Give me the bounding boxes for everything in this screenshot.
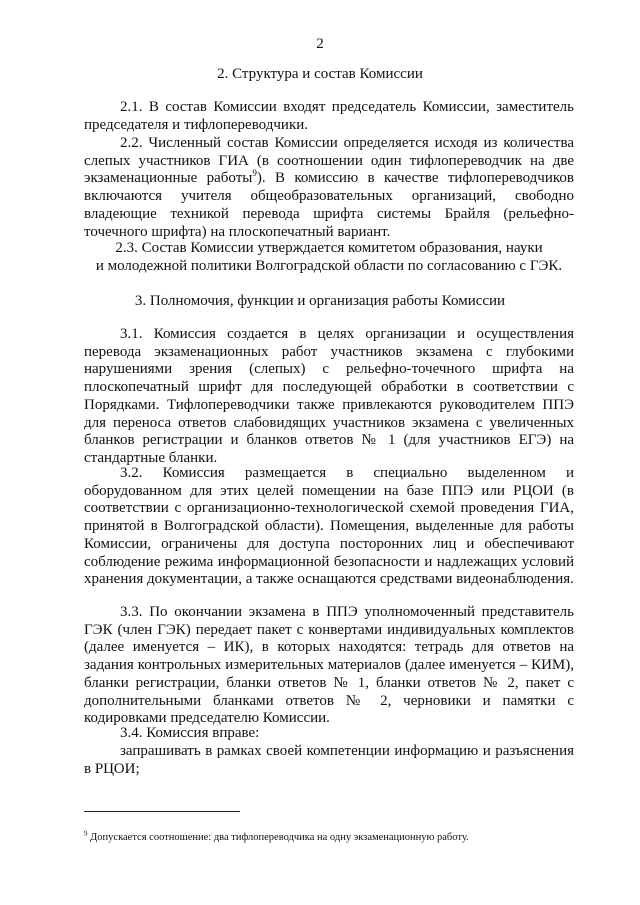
paragraph-2-2	[84, 135, 574, 241]
footnote	[84, 829, 574, 843]
page-number: 2	[316, 36, 324, 52]
paragraph-2-2-text-after: ). В комиссию в качестве тифлопереводчиков включаются учителя общеобразовательных организаций, свободно владеющие техникой перевода шрифта системы Брайля (рельефно-точечного шрифта) на плоскопечатный вариант.	[84, 170, 574, 240]
paragraph-2-2-text-before: 2.2. Численный состав Комиссии определяется исходя из количества слепых участников ГИА (в соотношении один тифлопереводчик на две экзаменационные работы	[84, 135, 574, 187]
paragraph-2-3-line-1: 2.3. Состав Комиссии утверждается комитетом образования, науки	[115, 240, 543, 256]
footnote-marker: 9	[84, 829, 88, 838]
footnote-separator	[84, 811, 240, 812]
section-2-title: 2. Структура и состав Комиссии	[217, 66, 423, 82]
paragraph-2-3-line-2: и молодежной политики Волгоградской области по согласованию с ГЭК.	[95, 258, 563, 274]
section-3-title: 3. Полномочия, функции и организация работы Комиссии	[134, 293, 506, 309]
paragraph-3-4-item: запрашивать в рамках своей компетенции информацию и разъяснения в РЦОИ;	[84, 743, 574, 777]
paragraph-2-1: 2.1. В состав Комиссии входят председатель Комиссии, заместитель председателя и тифлопереводчики.	[84, 99, 574, 133]
footnote-text: Допускается соотношение: два тифлопереводчика на одну экзаменационную работу.	[87, 832, 469, 843]
paragraph-3-1: 3.1. Комиссия создается в целях организации и осуществления перевода экзаменационных работ участников экзамена с глубокими нарушениями зрения (слепых) с рельефно-точечного шрифта на плоскопечатный шрифт для последующей обработки в соответствии с Порядками. Тифлопереводчики также привлекаются руководителем ППЭ для переноса ответов слабовидящих участников экзамена с увеличенных бланков регистрации и бланков ответов № 1 (для участников ЕГЭ) на стандартные бланки.	[84, 326, 574, 466]
paragraph-3-2: 3.2. Комиссия размещается в специально выделенном и оборудованном для этих целей помещении на базе ППЭ или РЦОИ (в соответствии с организационно-технологической схемой проведения ГИА, принятой в Волгоградской области). Помещения, выделенные для работы Комиссии, ограничены для доступа посторонних лиц и обеспечивают соблюдение режима информационной безопасности и надлежащих условий хранения документации, а также оснащаются средствами видеонаблюдения.	[84, 465, 574, 588]
paragraph-3-4: 3.4. Комиссия вправе:	[120, 725, 260, 741]
footnote-reference: 9	[252, 168, 257, 179]
paragraph-3-3: 3.3. По окончании экзамена в ППЭ уполномоченный представитель ГЭК (член ГЭК) передает пакет с конвертами индивидуальных комплектов (далее именуется – ИК), в которых находятся: тетрадь для ответов на задания контрольных измерительных материалов (далее именуется – КИМ), бланки регистрации, бланки ответов № 1, бланки ответов № 2, пакет с дополнительными бланками ответов № 2, черновики и памятки с кодировками председателю Комиссии.	[84, 604, 574, 727]
